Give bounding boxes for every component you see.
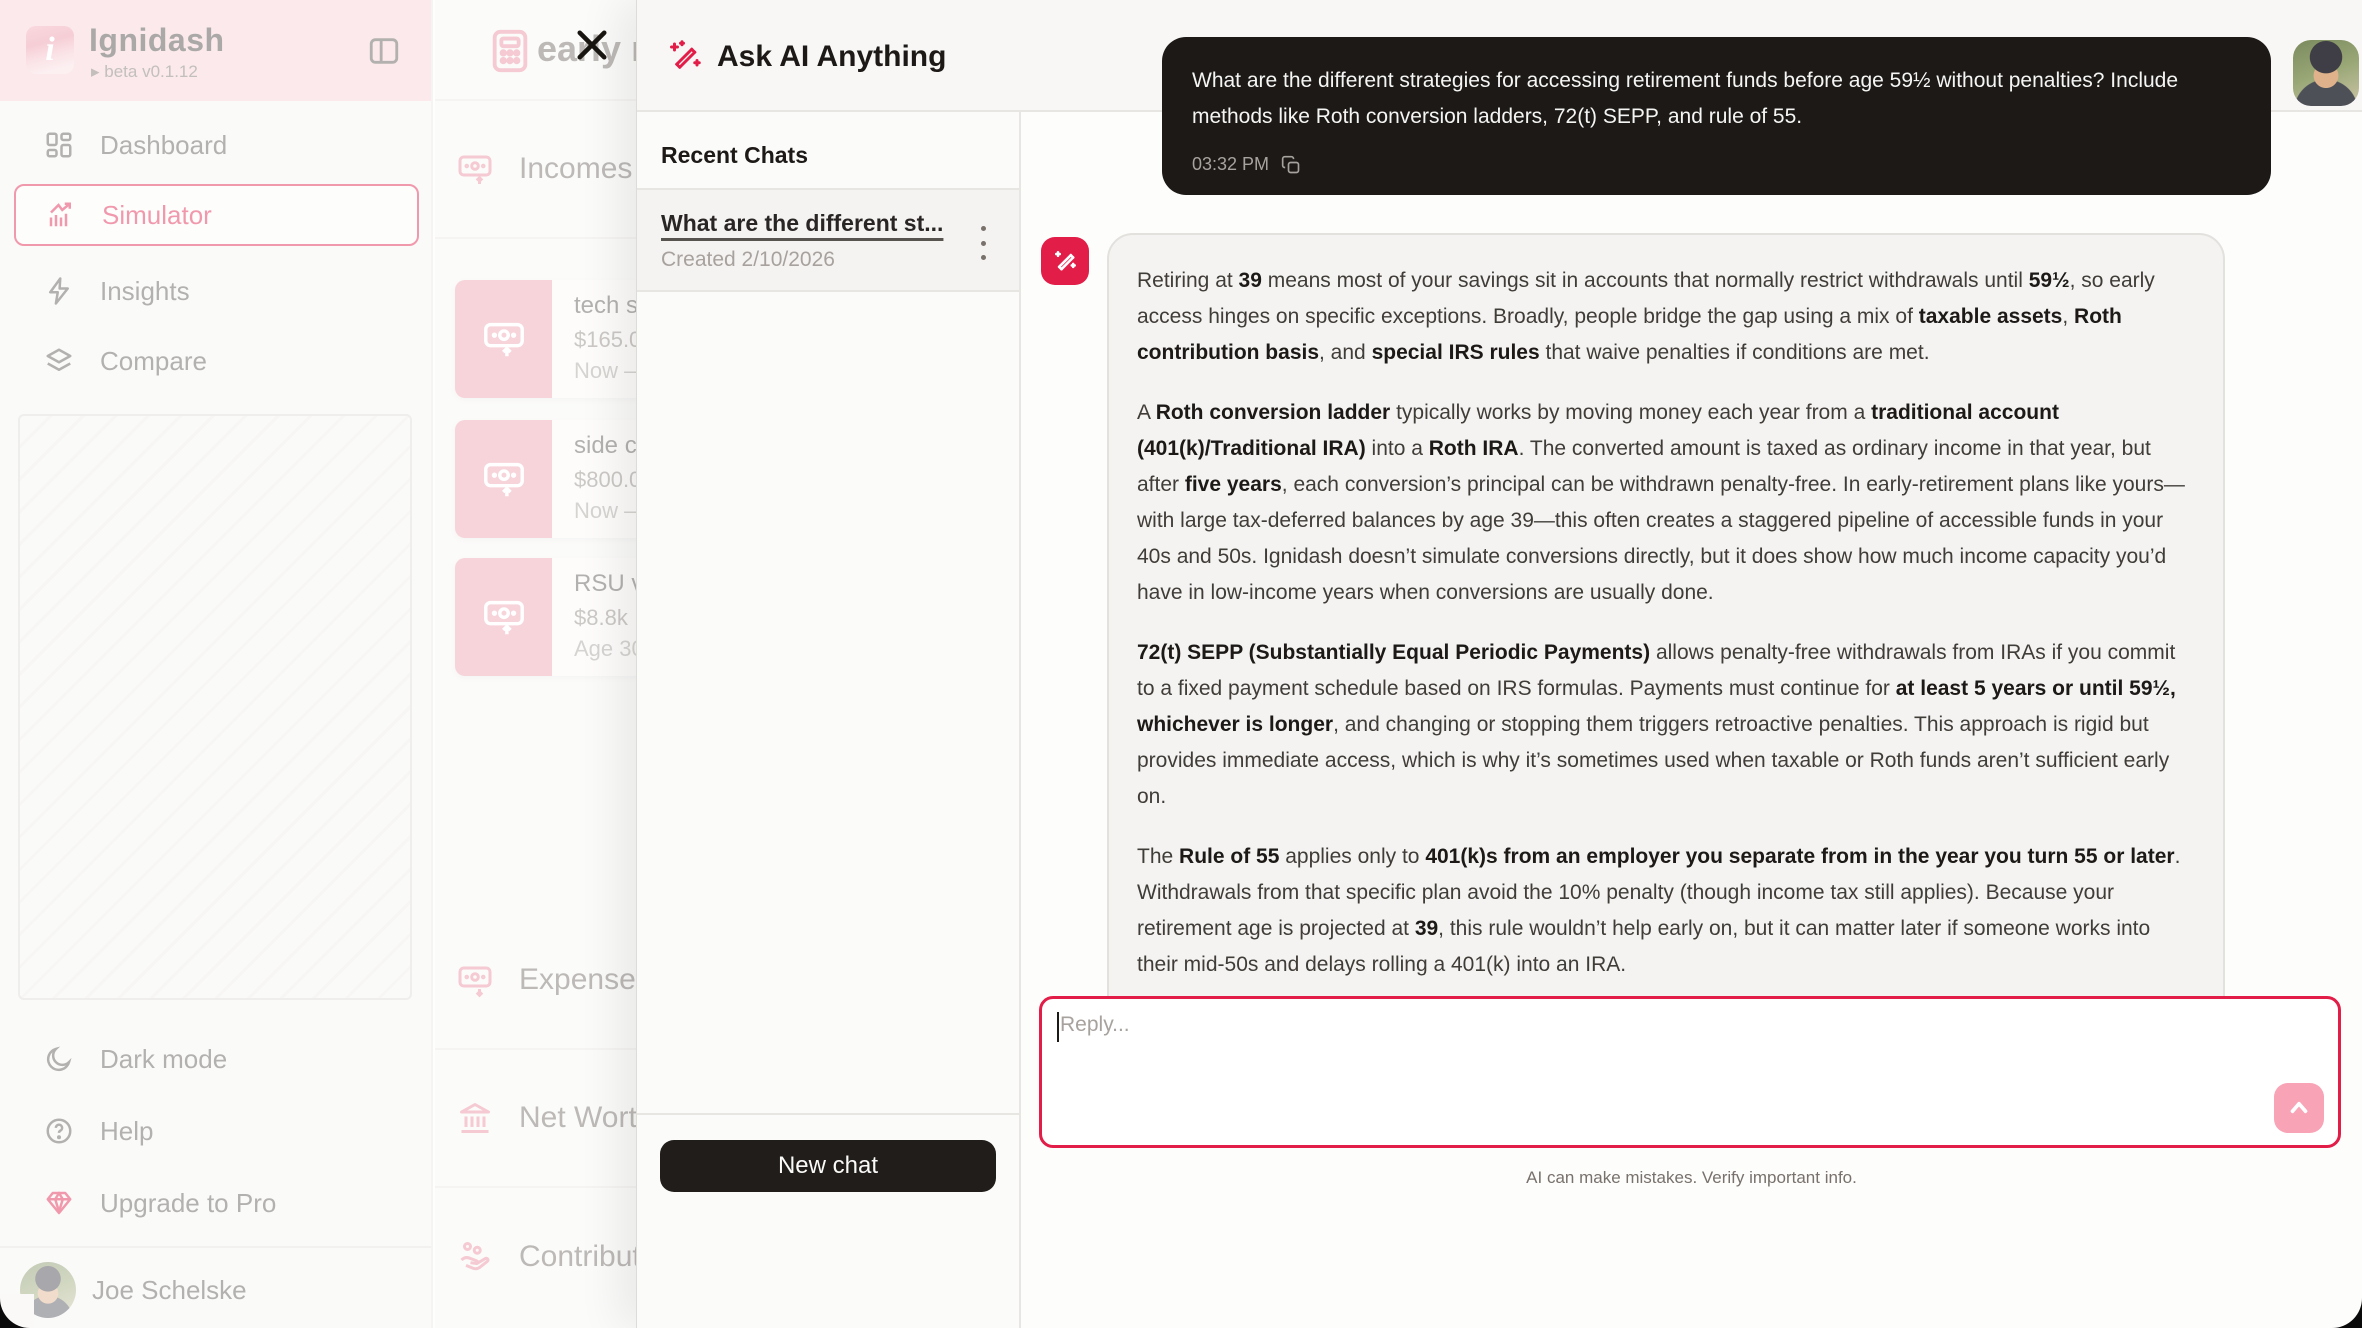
close-icon[interactable] (571, 24, 613, 66)
chat-list-item[interactable] (637, 188, 1019, 292)
new-chat-button[interactable]: New chat (660, 1140, 996, 1192)
panel-title: Ask AI Anything (717, 40, 947, 73)
ai-assistant-icon (1041, 237, 1089, 285)
modal-backdrop[interactable] (0, 0, 637, 1328)
ai-message-bubble (1107, 233, 2225, 1053)
copy-icon[interactable] (1281, 155, 1301, 175)
user-message-bubble (1162, 37, 2271, 195)
recent-chats-label: Recent Chats (661, 142, 808, 168)
send-arrow-icon (2286, 1095, 2312, 1121)
send-button[interactable] (2274, 1083, 2324, 1133)
ai-message-paragraphs: Retiring at 39 means most of your savings sit in accounts that normally restrict withdrawals until 59½, so early access hinges on specific exceptions. Broadly, people bridge the gap using a mix of taxable assets, Roth contribution basis, and special IRS rules that waive penalties if conditions are met. A Roth conversion ladder typically works by moving money each year from a traditional account (401(k)/Traditional IRA) into a Roth IRA. The converted amount is taxed as ordinary income in that year, but after five years, each conversion’s principal can be withdrawn penalty-free. In early-retirement plans like yours—with large tax-deferred balances by age 39—this often creates a staggered pipeline of accessible funds in your 40s and 50s. Ignidash doesn’t simulate conversions directly, but it does show how much income capacity you’d have in low-income years when conversions are usually done. 72(t) SEPP (Substantially Equal Periodic Payments) allows penalty-free withdrawals from IRAs if you commit to a fixed payment schedule based on IRS formulas. Payments must continue for at least 5 years or until 59½, whichever is longer, and changing or stopping them triggers retroactive penalties. This approach is rigid but provides immediate access, which is why it’s sometimes used when taxable or Roth funds aren’t sufficient early on. The Rule of 55 applies only to 401(k)s from an employer you separate from in the year you turn 55 or later. Withdrawals from that specific plan avoid the 10% penalty (though income tax still applies). Because your retirement age is projected at 39, this rule wouldn’t help early on, but it can matter later if someone works into their mid-50s and delays rolling a 401(k) into an IRA. (1137, 269, 2185, 976)
reply-input[interactable] (1042, 999, 2338, 1145)
chat-list-footer-divider (637, 1113, 1021, 1115)
chat-item-menu-icon[interactable] (973, 226, 993, 260)
chat-item-title[interactable]: What are the different st... (661, 210, 944, 236)
message-timestamp: 03:32 PM (1192, 154, 1270, 174)
user-message-text: What are the different strategies for accessing retirement funds before age 59½ without penalties? Include methods like Roth conversion ladders, 72(t) SEPP, and rule of 55. (1192, 69, 2179, 128)
ask-ai-panel (636, 0, 2362, 1328)
chat-item-created: Created 2/10/2026 (661, 248, 835, 271)
window-corner (0, 1294, 34, 1328)
magic-wand-icon (667, 38, 703, 74)
text-caret (1057, 1012, 1059, 1042)
user-chat-avatar (2293, 40, 2359, 106)
window-corner (2328, 1294, 2362, 1328)
ai-disclaimer: AI can make mistakes. Verify important info. (1526, 1168, 1857, 1187)
reply-box (1039, 996, 2341, 1148)
